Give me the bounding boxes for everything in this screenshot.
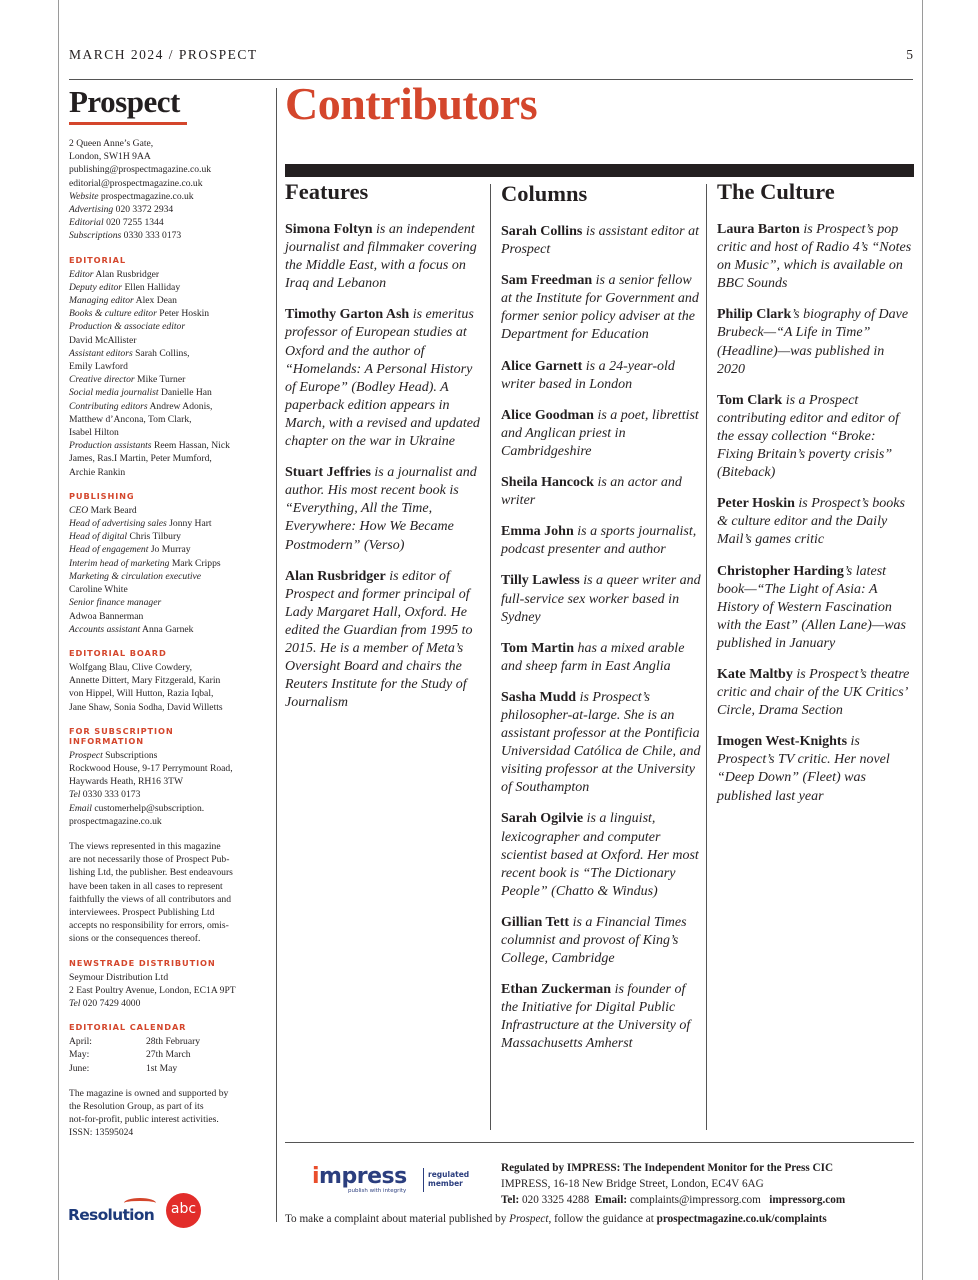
text: Tel: xyxy=(501,1194,520,1206)
text: Tel xyxy=(69,789,81,801)
contributor-entry xyxy=(501,914,701,968)
text: regulated xyxy=(428,1170,470,1179)
text[interactable]: customerhelp@subscription. xyxy=(94,802,205,814)
impress-site-link[interactable]: impressorg.com xyxy=(769,1194,846,1206)
contributor-bio: is an actor and writer xyxy=(501,475,682,509)
contributor-entry xyxy=(717,733,915,805)
text: Anna Garnek xyxy=(142,623,194,635)
staff-line xyxy=(69,426,269,439)
sidebar-divider xyxy=(276,88,277,1222)
contributor-name: Simona Foltyn xyxy=(285,222,373,237)
contributor-name: Philip Clark xyxy=(717,307,792,323)
disclaimer-line: The views represented in this magazine xyxy=(69,840,221,852)
disclaimer-line: are not necessarily those of Prospect Pub- xyxy=(69,854,230,866)
text: Social media journalist xyxy=(69,387,159,399)
disclaimer-line: have been taken in all cases to represent xyxy=(69,880,223,892)
masthead-sidebar xyxy=(69,84,269,1152)
contributor-bio: is a 24-year-old writer based in London xyxy=(501,358,675,392)
text: member xyxy=(428,1179,463,1188)
text: mpress xyxy=(319,1164,407,1189)
contributor-bio: is Prospect’s books & culture editor and the Daily Mail’s games critic xyxy=(717,496,905,548)
board-line: Annette Dittert, Mary Fitzgerald, Karin xyxy=(69,675,221,687)
staff-line xyxy=(69,334,269,347)
contributor-entry xyxy=(285,221,483,293)
contributor-entry xyxy=(501,407,701,461)
text: Mark Cripps xyxy=(171,557,221,569)
text: i xyxy=(312,1164,320,1189)
contributor-entry xyxy=(501,523,701,559)
page-border-left xyxy=(58,0,59,1280)
staff-line xyxy=(69,307,269,320)
text: Subscriptions xyxy=(69,230,122,242)
section-heading: EDITORIAL CALENDAR xyxy=(69,1022,187,1033)
contributor-entry xyxy=(501,223,701,259)
staff-line xyxy=(69,530,269,543)
staff-line xyxy=(69,596,269,609)
text: Reem Hassan, Nick xyxy=(153,440,230,452)
staff-line xyxy=(69,504,269,517)
address-line: London, SW1H 9AA xyxy=(69,151,151,163)
contributor-bio: is a linguist, lexicographer and computer scientist based at Oxford. Her most recent book is “The Dictionary People” (Chatto & Windus) xyxy=(501,811,699,899)
text: 020 7429 4000 xyxy=(82,997,141,1009)
address-line: 2 Queen Anne’s Gate, xyxy=(69,138,154,149)
disclaimer-line: lishing Ltd, the publisher. Best endeavours xyxy=(69,867,233,879)
columns-column xyxy=(501,180,701,1067)
impress-address: IMPRESS, 16-18 New Bridge Street, London, EC4V 6AG xyxy=(501,1178,764,1190)
contributor-entry xyxy=(717,221,915,293)
impress-tagline: publish with integrity xyxy=(348,1188,407,1194)
sub-line xyxy=(69,815,269,828)
staff-line xyxy=(69,360,269,373)
contact-line xyxy=(69,203,269,216)
disclaimer-line: interviewees. Prospect Publishing Ltd xyxy=(69,906,215,918)
text: May: xyxy=(69,1049,90,1061)
disclaimer-line: faithfully the views of all contributors and xyxy=(69,893,231,905)
newstrade-line xyxy=(69,971,269,984)
text: Isabel Hilton xyxy=(69,427,119,439)
calendar-row xyxy=(69,1062,269,1075)
text: Contributing editors xyxy=(69,400,148,412)
sub-line xyxy=(69,762,269,775)
prospect-logo: Prospect xyxy=(69,84,187,125)
contributor-bio: is a Prospect contributing editor and editor of the essay collection “Broke: Fixing Britain’s poverty crisis” (Biteback) xyxy=(717,392,899,481)
contributor-entry xyxy=(501,640,701,676)
editorial-board-block xyxy=(69,648,269,714)
contributor-bio: is Prospect’s TV critic. Her novel “Deep Down” (Fleet) was published last year xyxy=(717,734,890,804)
text: 27th March xyxy=(146,1049,191,1061)
text: Matthew d’Ancona, Tom Clark, xyxy=(69,413,192,425)
text: June: xyxy=(69,1062,90,1074)
contributor-name: Alice Garnett xyxy=(501,358,583,374)
contact-line xyxy=(69,229,269,242)
text: Production & associate editor xyxy=(69,321,186,333)
impress-contact-line xyxy=(501,1192,915,1208)
contributor-name: Tilly Lawless xyxy=(501,573,580,589)
text: To make a complaint about material published by xyxy=(285,1213,510,1225)
staff-line xyxy=(69,583,269,596)
contributor-name: Tom Clark xyxy=(717,392,783,408)
text: Tel xyxy=(69,997,81,1009)
contributor-entry xyxy=(285,464,483,554)
text: Seymour Distribution Ltd xyxy=(69,971,169,983)
contributor-entry xyxy=(501,358,701,394)
board-line: von Hippel, Will Hutton, Razia Iqbal, xyxy=(69,688,214,700)
staff-line xyxy=(69,320,269,333)
abc-logo: abc xyxy=(166,1193,201,1228)
text: Books & culture editor xyxy=(69,308,157,320)
staff-line xyxy=(69,400,269,413)
text: Caroline White xyxy=(69,584,128,596)
text: Jo Murray xyxy=(150,544,191,556)
calendar-row xyxy=(69,1035,269,1048)
newstrade-line xyxy=(69,984,269,997)
text: 020 3372 2934 xyxy=(115,204,174,216)
complaints-link[interactable]: prospectmagazine.co.uk/complaints xyxy=(656,1213,827,1225)
contributor-name: Sasha Mudd xyxy=(501,689,577,705)
text: Mike Turner xyxy=(137,374,186,386)
text: Chris Tilbury xyxy=(129,531,181,543)
section-heading: EDITORIAL BOARD xyxy=(69,647,167,658)
text: CEO xyxy=(69,504,89,516)
text: Emily Lawford xyxy=(69,361,128,373)
text: Alex Dean xyxy=(135,295,177,307)
section-heading xyxy=(69,726,269,746)
contributor-bio: is a senior fellow at the Institute for Government and former senior policy adviser at the Department for Education xyxy=(501,273,699,343)
contributor-name: Ethan Zuckerman xyxy=(501,982,612,998)
contributor-entry xyxy=(501,572,701,626)
text: Marketing & circulation executive xyxy=(69,570,202,582)
features-column xyxy=(285,178,483,725)
text: , follow the guidance at xyxy=(548,1213,657,1225)
impress-tel: 020 3325 4288 xyxy=(522,1194,590,1206)
text[interactable]: prospectmagazine.co.uk xyxy=(69,815,162,827)
section-heading: EDITORIAL xyxy=(69,254,126,265)
staff-line xyxy=(69,268,269,281)
page-title: Contributors xyxy=(285,78,538,129)
title-rule xyxy=(285,164,914,177)
text: Head of engagement xyxy=(69,544,149,556)
sub-line xyxy=(69,775,269,788)
staff-line xyxy=(69,543,269,556)
contributor-bio: is a Financial Times columnist and provost of King’s College, Cambridge xyxy=(501,914,687,967)
text: 0330 333 0173 xyxy=(123,230,182,242)
contributor-entry xyxy=(717,495,915,549)
contributor-name: Tom Martin xyxy=(501,640,574,656)
staff-line xyxy=(69,294,269,307)
column-divider xyxy=(706,184,707,1130)
address-block xyxy=(69,137,269,243)
staff-line xyxy=(69,610,269,623)
impress-logo xyxy=(312,1164,470,1198)
contributor-entry xyxy=(285,568,483,713)
text: Peter Hoskin xyxy=(159,308,210,320)
publishing-block xyxy=(69,491,269,636)
contributor-name: Alan Rusbridger xyxy=(285,568,386,584)
text: 0330 333 0173 xyxy=(82,789,141,801)
staff-line xyxy=(69,281,269,294)
text: Jonny Hart xyxy=(169,518,212,530)
issn-line: ISSN: 13595024 xyxy=(69,1127,134,1139)
text: Danielle Han xyxy=(160,387,212,399)
contributor-entry xyxy=(501,272,701,344)
sub-line xyxy=(69,788,269,801)
contributor-name: Sheila Hancock xyxy=(501,475,594,491)
impress-email[interactable]: complaints@impressorg.com xyxy=(629,1194,761,1206)
section-heading: NEWSTRADE DISTRIBUTION xyxy=(69,957,216,968)
text: Senior finance manager xyxy=(69,597,162,609)
contributor-bio: is a queer writer and full-service sex worker based in Sydney xyxy=(501,573,701,625)
text: Prospect xyxy=(69,749,103,761)
text: Creative director xyxy=(69,374,135,386)
contributor-name: Stuart Jeffries xyxy=(285,465,371,481)
impress-separator xyxy=(423,1168,424,1192)
text: Interim head of marketing xyxy=(69,557,170,569)
text: Haywards Heath, RH16 3TW xyxy=(69,776,184,788)
text: Assistant editors xyxy=(69,347,133,359)
text: Deputy editor xyxy=(69,281,123,293)
staff-line xyxy=(69,439,269,452)
staff-line xyxy=(69,570,269,583)
contributor-entry xyxy=(717,306,915,378)
page-border-right xyxy=(922,0,923,1280)
contributor-name: Alice Goodman xyxy=(501,407,594,423)
contributor-name: Emma John xyxy=(501,524,574,540)
contributor-bio: is an independent journalist and filmmaker covering the Middle East, with a focus on Iraq and Lebanon xyxy=(285,222,477,292)
text: James, Ras.I Martin, Peter Mumford, xyxy=(69,453,212,465)
ownership-block xyxy=(69,1087,269,1140)
contributor-name: Sarah Ogilvie xyxy=(501,811,584,827)
text: Editorial xyxy=(69,217,104,229)
sub-line xyxy=(69,749,269,762)
board-line: Jane Shaw, Sonia Sodha, David Willetts xyxy=(69,701,223,713)
subscription-block xyxy=(69,726,269,828)
impress-regulated-label xyxy=(428,1170,469,1188)
text[interactable]: prospectmagazine.co.uk xyxy=(100,190,194,202)
contributor-bio: is assistant editor at Prospect xyxy=(501,224,699,258)
contributor-bio: is Prospect’s pop critic and host of Radio 4’s “Notes on Music”, which is available on BBC Sounds xyxy=(717,222,912,292)
publishing-email[interactable]: publishing@prospectmagazine.co.uk xyxy=(69,164,212,176)
calendar-block xyxy=(69,1022,269,1075)
contributor-name: Imogen West-Knights xyxy=(717,734,848,750)
text: Editor xyxy=(69,268,94,280)
text: Andrew Adonis, xyxy=(149,400,213,412)
contributor-entry xyxy=(717,666,915,720)
culture-column xyxy=(717,178,915,819)
resolution-logo: Resolution xyxy=(68,1206,155,1224)
text: Website xyxy=(69,190,99,202)
section-heading: PUBLISHING xyxy=(69,490,135,501)
contributor-name: Christopher Harding xyxy=(717,563,844,579)
text: Ellen Halliday xyxy=(124,281,181,293)
newstrade-block xyxy=(69,958,269,1011)
issue-label: MARCH 2024 / PROSPECT xyxy=(69,47,258,62)
text: FOR SUBSCRIPTION xyxy=(69,725,174,736)
column-heading: Columns xyxy=(501,181,588,206)
ownership-line: not-for-profit, public interest activities. xyxy=(69,1114,219,1126)
contributor-name: Kate Maltby xyxy=(717,666,793,682)
text: Email: xyxy=(594,1194,628,1206)
text: 1st May xyxy=(146,1062,178,1074)
text: Sarah Collins, xyxy=(135,347,190,359)
contributor-entry xyxy=(501,981,701,1053)
contributor-bio: ’s biography of Dave Brubeck—“A Life in Time” (Headline)—was published in 2020 xyxy=(717,307,909,377)
newstrade-line xyxy=(69,997,269,1010)
contributor-bio: is a sports journalist, podcast presenter and author xyxy=(501,524,697,558)
contributor-bio: is Prospect’s theatre critic and chair of the UK Critics’ Circle, Drama Section xyxy=(717,666,910,719)
impress-wordmark xyxy=(312,1164,407,1190)
sub-email xyxy=(69,802,269,815)
text: 2 East Poultry Avenue, London, EC1A 9PT xyxy=(69,984,236,996)
text: April: xyxy=(69,1036,92,1048)
text: Subscriptions xyxy=(105,749,158,761)
disclaimer-line: sions or the consequences thereof. xyxy=(69,933,201,945)
contributor-bio: is a poet, librettist and Anglican priest in Cambridgeshire xyxy=(501,407,699,459)
contributor-entry xyxy=(501,474,701,510)
board-line: Wolfgang Blau, Clive Cowdery, xyxy=(69,661,193,673)
contributor-entry xyxy=(717,392,915,482)
contributor-bio: has a mixed arable and sheep farm in East Anglia xyxy=(501,640,685,674)
text: Email xyxy=(69,802,92,814)
contributor-name: Laura Barton xyxy=(717,222,800,237)
contributor-bio: is founder of the Initiative for Digital Public Infrastructure at the University of Massachusetts Amherst xyxy=(501,982,691,1052)
contributor-entry xyxy=(501,689,701,798)
staff-line xyxy=(69,347,269,360)
contributor-bio: is Prospect’s philosopher-at-large. She is an assistant professor at the Pontificia Universidad Católica de Chile, and visiting professor at the University of Southampton xyxy=(501,689,701,796)
text: Advertising xyxy=(69,204,114,216)
text: Head of digital xyxy=(69,531,128,543)
disclaimer-block xyxy=(69,840,269,946)
staff-line xyxy=(69,452,269,465)
contact-line xyxy=(69,190,269,203)
text: David McAllister xyxy=(69,334,137,346)
page-header xyxy=(69,47,913,80)
editorial-email[interactable]: editorial@prospectmagazine.co.uk xyxy=(69,177,203,189)
text: Head of advertising sales xyxy=(69,518,167,530)
text: Managing editor xyxy=(69,295,134,307)
contributor-name: Gillian Tett xyxy=(501,914,570,930)
ownership-line: the Resolution Group, as part of its xyxy=(69,1100,204,1112)
contributor-bio: is editor of Prospect and former principal of Lady Margaret Hall, Oxford. He edited the Guardian from 1995 to 2015. He is a member of Meta’s Oversight Board and chairs the Reuters Institute for the Study of Journalism xyxy=(285,568,473,711)
text: Rockwood House, 9-17 Perrymount Road, xyxy=(69,762,233,774)
column-heading: Features xyxy=(285,179,369,204)
text: Accounts assistant xyxy=(69,623,141,635)
regulated-by-line: Regulated by IMPRESS: The Independent Monitor for the Press CIC xyxy=(501,1162,834,1174)
calendar-row xyxy=(69,1048,269,1061)
column-heading: The Culture xyxy=(717,179,835,204)
text: 28th February xyxy=(146,1036,201,1048)
staff-line xyxy=(69,413,269,426)
staff-line xyxy=(69,373,269,386)
contributor-name: Timothy Garton Ash xyxy=(285,307,410,323)
contributor-entry xyxy=(501,810,701,900)
editorial-block xyxy=(69,255,269,479)
staff-line xyxy=(69,517,269,530)
text: Production assistants xyxy=(69,440,152,452)
text: Archie Rankin xyxy=(69,466,126,478)
contributor-bio: ’s latest book—“The Light of Asia: A History of Western Fascination with the East” (Allen Lane)—was published in January xyxy=(717,563,906,651)
contributor-entry xyxy=(285,306,483,451)
text: Alan Rusbridger xyxy=(95,268,160,280)
ownership-line: The magazine is owned and supported by xyxy=(69,1087,229,1099)
staff-line xyxy=(69,623,269,636)
complaint-line xyxy=(285,1211,915,1227)
text: Mark Beard xyxy=(90,504,137,516)
contributor-bio: is emeritus professor of European studies at Oxford and the author of “Homelands: A Personal History of Europe” (Bodley Head). A paperback edition appears in March, with a revised and updated chapter on the war in Ukraine xyxy=(285,307,480,450)
staff-line xyxy=(69,557,269,570)
text: Adwoa Bannerman xyxy=(69,610,144,622)
text: 020 7255 1344 xyxy=(106,217,164,229)
text: Prospect xyxy=(509,1213,549,1225)
contributor-entry xyxy=(717,563,915,653)
disclaimer-line: accepts no responsibility for errors, omis- xyxy=(69,920,229,932)
column-divider xyxy=(490,184,491,1130)
contributor-name: Peter Hoskin xyxy=(717,496,795,512)
staff-line xyxy=(69,466,269,479)
contributor-bio: is a journalist and author. His most recent book is “Everything, All the Time, Everywhere: How We Became Postmodern” (Verso) xyxy=(285,465,477,553)
contributor-name: Sam Freedman xyxy=(501,273,593,289)
impress-info xyxy=(501,1160,915,1208)
footer-rule xyxy=(285,1142,914,1143)
contact-line xyxy=(69,216,269,229)
sponsor-logos xyxy=(68,1188,208,1228)
contributor-name: Sarah Collins xyxy=(501,224,583,239)
text: INFORMATION xyxy=(69,735,144,746)
staff-line xyxy=(69,386,269,399)
page-number: 5 xyxy=(906,47,913,62)
